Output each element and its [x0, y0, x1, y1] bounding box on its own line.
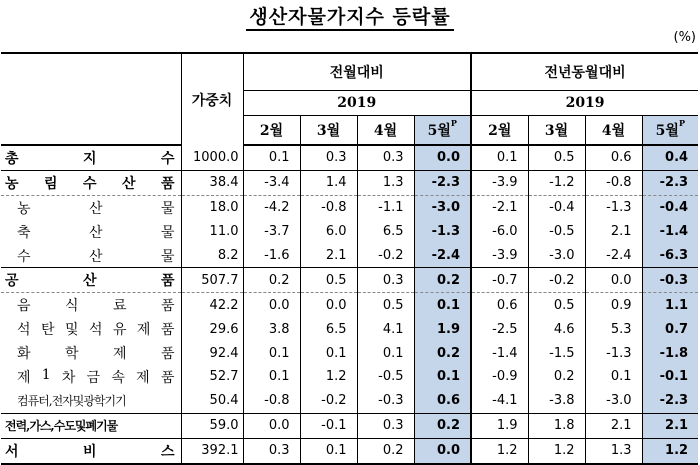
weight-cell: 8.2	[181, 244, 243, 268]
mom-value-cell: 0.5	[357, 293, 414, 317]
mom-value-cell: 0.0	[300, 293, 357, 317]
mom-value-cell: 1.2	[300, 365, 357, 389]
yoy-year: 2019	[471, 91, 698, 116]
mom-value-cell: -0.2	[357, 244, 414, 268]
yoy-value-cell: 0.0	[585, 268, 642, 293]
mom-value-cell: 0.2	[357, 438, 414, 463]
row-label-text: 농 산 물	[17, 200, 175, 217]
yoy-value-cell: 5.3	[585, 317, 642, 341]
weight-cell: 392.1	[181, 438, 243, 463]
weight-cell: 42.2	[181, 293, 243, 317]
mom-value-cell: 0.6	[414, 389, 471, 413]
page-title	[0, 2, 700, 29]
weight-cell: 18.0	[181, 195, 243, 219]
mom-value-cell: 0.0	[414, 145, 471, 170]
table-row	[1, 438, 698, 463]
row-label	[1, 293, 181, 317]
mom-header: 전월대비	[243, 53, 471, 91]
yoy-value-cell: 2.1	[585, 413, 642, 438]
mom-value-cell: 3.8	[243, 317, 300, 341]
yoy-value-cell: -3.9	[471, 170, 528, 195]
yoy-value-cell: -1.3	[585, 195, 642, 219]
yoy-value-cell: 1.2	[642, 438, 698, 463]
yoy-value-cell: -6.0	[471, 220, 528, 244]
yoy-value-cell: -1.4	[471, 341, 528, 365]
yoy-value-cell: -1.3	[585, 341, 642, 365]
table-row	[1, 365, 698, 389]
yoy-value-cell: -0.2	[528, 268, 585, 293]
yoy-value-cell: -3.8	[528, 389, 585, 413]
mom-value-cell: 0.1	[300, 341, 357, 365]
row-label	[1, 220, 181, 244]
row-label	[1, 413, 181, 438]
table-row	[1, 341, 698, 365]
yoy-value-cell: 1.1	[642, 293, 698, 317]
mom-value-cell: -1.6	[243, 244, 300, 268]
mom-value-cell: 1.3	[357, 170, 414, 195]
mom-value-cell: -1.3	[414, 220, 471, 244]
mom-month-header: 4월	[357, 116, 414, 146]
mom-value-cell: 0.2	[414, 268, 471, 293]
weight-cell: 29.6	[181, 317, 243, 341]
unit-label: (%)	[673, 30, 696, 45]
row-label	[1, 438, 181, 463]
weight-cell: 1000.0	[181, 145, 243, 170]
row-label-text: 축 산 물	[17, 224, 175, 241]
row-label-text: 서 비 스	[5, 443, 175, 460]
row-label-text: 컴퓨터,전자및광학기기	[17, 394, 126, 409]
row-label	[1, 365, 181, 389]
yoy-value-cell: 1.8	[528, 413, 585, 438]
mom-value-cell: 0.3	[300, 145, 357, 170]
yoy-value-cell: 0.4	[642, 145, 698, 170]
yoy-month-header: 4월	[585, 116, 642, 146]
yoy-value-cell: 0.6	[585, 145, 642, 170]
mom-value-cell: -0.3	[357, 389, 414, 413]
mom-value-cell: -2.4	[414, 244, 471, 268]
yoy-value-cell: -0.7	[471, 268, 528, 293]
table-row	[1, 170, 698, 195]
table-row	[1, 268, 698, 293]
mom-value-cell: 6.5	[300, 317, 357, 341]
table-row	[1, 293, 698, 317]
weight-cell: 507.7	[181, 268, 243, 293]
mom-value-cell: 0.1	[243, 145, 300, 170]
yoy-value-cell: -0.8	[585, 170, 642, 195]
weight-cell: 38.4	[181, 170, 243, 195]
yoy-value-cell: -0.1	[642, 365, 698, 389]
mom-value-cell: -0.8	[300, 195, 357, 219]
yoy-value-cell: -0.4	[642, 195, 698, 219]
mom-value-cell: 0.2	[243, 268, 300, 293]
row-label	[1, 268, 181, 293]
yoy-value-cell: -1.5	[528, 341, 585, 365]
mom-value-cell: 6.0	[300, 220, 357, 244]
yoy-value-cell: -2.5	[471, 317, 528, 341]
table-row	[1, 195, 698, 219]
row-label-text: 음 식 료 품	[17, 298, 175, 315]
yoy-value-cell: 0.1	[471, 145, 528, 170]
mom-value-cell: 1.9	[414, 317, 471, 341]
table-row	[1, 413, 698, 438]
row-label	[1, 244, 181, 268]
yoy-header: 전년동월대비	[471, 53, 698, 91]
table-row	[1, 244, 698, 268]
mom-value-cell: 0.3	[357, 145, 414, 170]
row-label	[1, 145, 181, 170]
mom-value-cell: 1.4	[300, 170, 357, 195]
yoy-value-cell: 2.1	[585, 220, 642, 244]
mom-value-cell: 0.1	[243, 365, 300, 389]
mom-value-cell: 0.0	[414, 438, 471, 463]
yoy-value-cell: -1.2	[528, 170, 585, 195]
table-row	[1, 145, 698, 170]
row-label-text: 화 학 제 품	[17, 346, 175, 363]
weight-cell: 59.0	[181, 413, 243, 438]
yoy-value-cell: -2.3	[642, 389, 698, 413]
mom-value-cell: 0.5	[300, 268, 357, 293]
mom-value-cell: 2.1	[300, 244, 357, 268]
table-row	[1, 220, 698, 244]
row-label-text: 제 1 차 금 속 제 품	[17, 366, 175, 386]
weight-header: 가중치	[181, 53, 243, 145]
mom-value-cell: -4.2	[243, 195, 300, 219]
mom-month-header: 5월$^P$	[414, 116, 471, 146]
mom-value-cell: 0.1	[357, 341, 414, 365]
row-label-text: 공 산 품	[5, 273, 175, 290]
mom-value-cell: 0.3	[357, 413, 414, 438]
yoy-value-cell: 0.6	[471, 293, 528, 317]
mom-value-cell: 0.0	[243, 293, 300, 317]
row-label-text: 석 탄 및 석 유 제 품	[17, 322, 175, 339]
mom-value-cell: 0.3	[357, 268, 414, 293]
yoy-value-cell: 2.1	[642, 413, 698, 438]
mom-value-cell: 0.0	[243, 413, 300, 438]
row-label	[1, 389, 181, 413]
yoy-value-cell: -3.9	[471, 244, 528, 268]
ppi-table	[1, 52, 698, 465]
table-row	[1, 389, 698, 413]
yoy-value-cell: -1.8	[642, 341, 698, 365]
yoy-value-cell: -6.3	[642, 244, 698, 268]
preliminary-mark: P	[678, 118, 685, 128]
weight-cell: 11.0	[181, 220, 243, 244]
weight-cell: 92.4	[181, 341, 243, 365]
mom-value-cell: 0.3	[243, 438, 300, 463]
yoy-value-cell: 0.2	[528, 365, 585, 389]
corner-cell	[1, 53, 181, 91]
mom-value-cell: -3.7	[243, 220, 300, 244]
mom-year: 2019	[243, 91, 471, 116]
mom-month-header: 3월	[300, 116, 357, 146]
yoy-value-cell: 0.5	[528, 293, 585, 317]
mom-value-cell: 0.1	[243, 341, 300, 365]
mom-value-cell: -0.2	[300, 389, 357, 413]
yoy-value-cell: 4.6	[528, 317, 585, 341]
mom-value-cell: -0.5	[357, 365, 414, 389]
row-label	[1, 170, 181, 195]
mom-value-cell: -0.1	[300, 413, 357, 438]
yoy-value-cell: -0.4	[528, 195, 585, 219]
yoy-month-header: 3월	[528, 116, 585, 146]
row-label	[1, 341, 181, 365]
yoy-value-cell: -3.0	[585, 389, 642, 413]
yoy-value-cell: -2.1	[471, 195, 528, 219]
yoy-value-cell: 1.2	[471, 438, 528, 463]
mom-value-cell: -1.1	[357, 195, 414, 219]
yoy-value-cell: -1.4	[642, 220, 698, 244]
mom-value-cell: -2.3	[414, 170, 471, 195]
mom-value-cell: 0.2	[414, 341, 471, 365]
yoy-value-cell: -4.1	[471, 389, 528, 413]
yoy-month-header: 5월$^P$	[642, 116, 698, 146]
weight-cell: 52.7	[181, 365, 243, 389]
yoy-value-cell: -0.5	[528, 220, 585, 244]
yoy-value-cell: -0.3	[642, 268, 698, 293]
yoy-value-cell: -3.0	[528, 244, 585, 268]
yoy-value-cell: -2.3	[642, 170, 698, 195]
weight-cell: 50.4	[181, 389, 243, 413]
mom-value-cell: 0.1	[414, 293, 471, 317]
row-label-text: 수 산 물	[17, 248, 175, 265]
yoy-value-cell: 0.1	[585, 365, 642, 389]
mom-value-cell: -3.4	[243, 170, 300, 195]
row-label	[1, 195, 181, 219]
yoy-value-cell: -2.4	[585, 244, 642, 268]
mom-value-cell: 6.5	[357, 220, 414, 244]
preliminary-mark: P	[450, 118, 457, 128]
yoy-value-cell: 0.9	[585, 293, 642, 317]
mom-value-cell: 0.1	[414, 365, 471, 389]
mom-month-header: 2월	[243, 116, 300, 146]
table-row	[1, 317, 698, 341]
yoy-month-header: 2월	[471, 116, 528, 146]
yoy-value-cell: 1.2	[528, 438, 585, 463]
mom-value-cell: -0.8	[243, 389, 300, 413]
yoy-value-cell: 0.7	[642, 317, 698, 341]
mom-value-cell: 4.1	[357, 317, 414, 341]
yoy-value-cell: 1.3	[585, 438, 642, 463]
mom-value-cell: -3.0	[414, 195, 471, 219]
yoy-value-cell: 1.9	[471, 413, 528, 438]
row-label-text: 농 림 수 산 품	[5, 175, 175, 192]
page-title-text: 생산자물가지수 등락률	[246, 6, 453, 31]
mom-value-cell: 0.1	[300, 438, 357, 463]
row-label	[1, 317, 181, 341]
yoy-value-cell: -0.9	[471, 365, 528, 389]
mom-value-cell: 0.2	[414, 413, 471, 438]
row-label-text: 전력,가스,수도및폐기물	[5, 419, 118, 434]
yoy-value-cell: 0.5	[528, 145, 585, 170]
row-label-text: 총 지 수	[5, 150, 175, 167]
